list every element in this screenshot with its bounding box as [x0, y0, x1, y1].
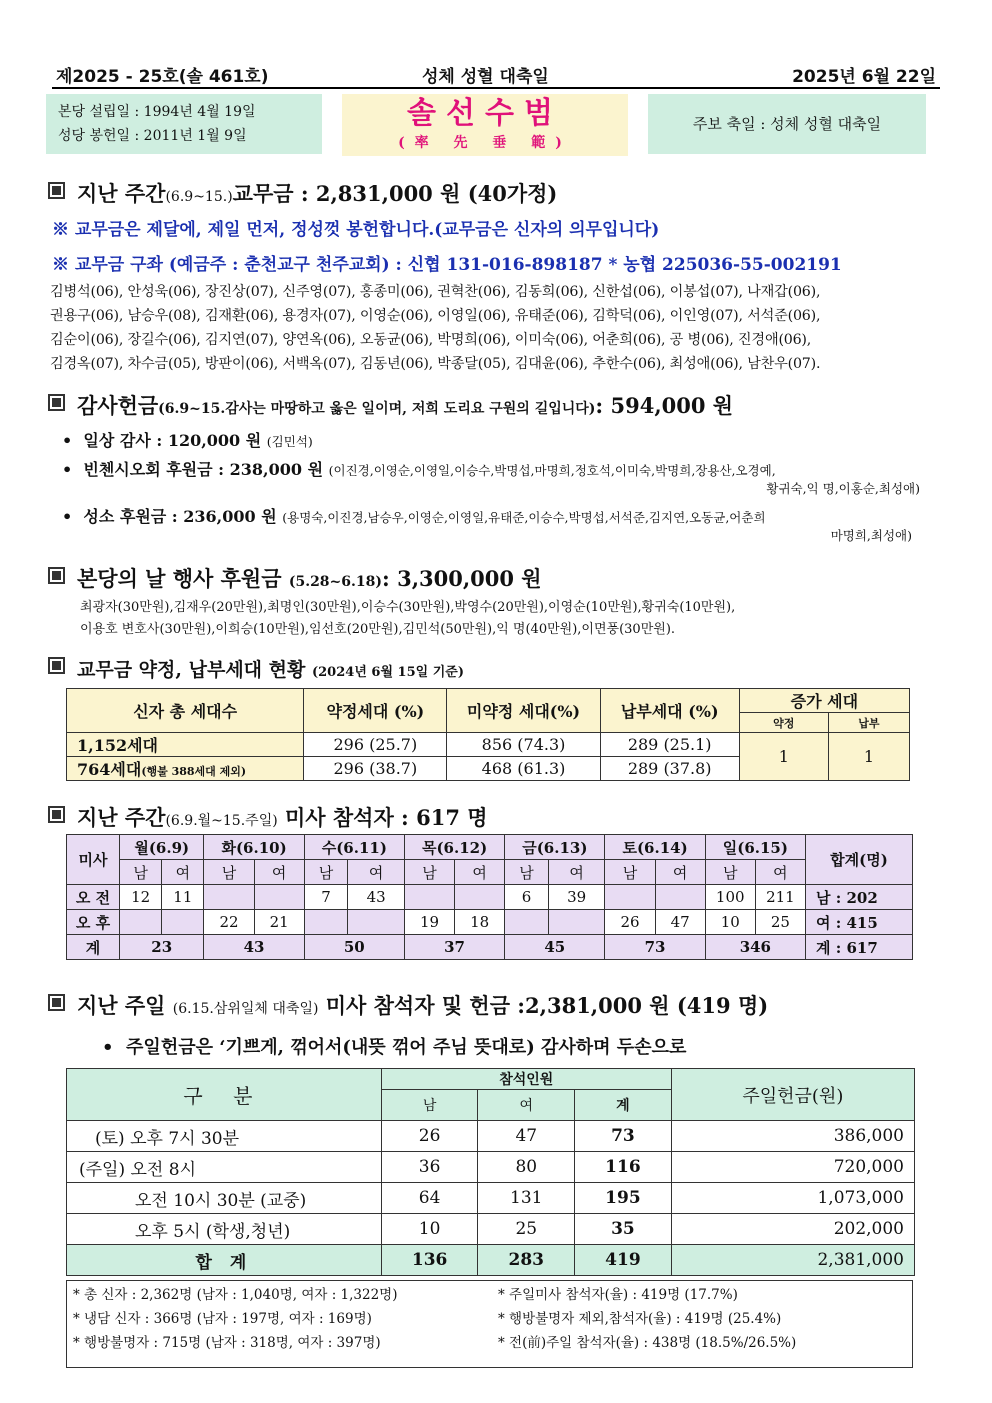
attendance-cell: 22	[204, 910, 254, 935]
attendance-cell: 211	[755, 885, 805, 910]
sex-header: 남	[204, 860, 254, 885]
attendance-cell: 100	[705, 885, 755, 910]
section-bullet-icon	[48, 806, 65, 823]
thanks-item: • 성소 후원금 : 236,000 원 (용명숙,이진경,남승우,이영순,이영일,유태준,이승수,박명섭,서석준,김지연,오동균,어춘희	[62, 507, 766, 526]
col-header: 약정세대 (%)	[304, 689, 447, 733]
table-row: 오전 10시 30분 (교중) 64 131 195 1,073,000	[67, 1183, 915, 1214]
attendance-cell: 10	[705, 910, 755, 935]
table-row	[67, 910, 913, 935]
table-row: 오후 5시 (학생,청년) 10 25 35 202,000	[67, 1214, 915, 1245]
attendance-cell	[120, 910, 162, 935]
sunday-section-title: 지난 주일 (6.15.삼위일체 대축일) 미사 참석자 및 헌금 :2,381,000 원 (419 명)	[48, 990, 768, 1020]
attendance-cell	[204, 885, 254, 910]
attendance-cell	[455, 885, 505, 910]
row-label: 오 후	[67, 910, 120, 935]
section-bullet-icon	[48, 394, 65, 411]
attendance-cell	[254, 885, 304, 910]
col-header: 신자 총 세대수	[67, 689, 304, 733]
day-total: 37	[404, 935, 504, 960]
table-row: (토) 오후 7시 30분 26 47 73 386,000	[67, 1121, 915, 1152]
attendance-cell: 6	[505, 885, 549, 910]
col-header: 약정	[739, 713, 828, 733]
row-label: 계	[67, 935, 120, 960]
sex-header: 여	[348, 860, 405, 885]
table-row: 1,152세대 296 (25.7) 856 (74.3) 289 (25.1) 1 1	[67, 733, 910, 757]
tithe-account-note: ※ 교무금 구좌 (예금주 : 춘천교구 천주교회) : 신협 131-016-898187 * 농협 225036-55-002191	[52, 255, 842, 275]
parish-info-box	[46, 94, 322, 154]
sex-header: 남	[605, 860, 655, 885]
attendance-cell: 21	[254, 910, 304, 935]
section-bullet-icon	[48, 567, 65, 584]
attendance-cell: 26	[605, 910, 655, 935]
attendance-cell	[605, 885, 655, 910]
attendance-cell: 43	[348, 885, 405, 910]
sex-header: 남	[705, 860, 755, 885]
sex-header: 여	[755, 860, 805, 885]
issue-number: 제2025 - 25호(솔 461호)	[56, 67, 269, 87]
sex-header: 여	[162, 860, 204, 885]
sum-female: 여 : 415	[806, 910, 913, 935]
header-bar	[52, 60, 940, 86]
col-header: 납부	[828, 713, 909, 733]
attendance-cell	[404, 885, 454, 910]
parish-day-donors: 최광자(30만원),김재우(20만원),최명인(30만원),이승수(30만원),박영수(20만원),이영순(10만원),황귀숙(10만원),	[80, 600, 736, 615]
col-header: 납부세대 (%)	[600, 689, 739, 733]
sex-header: 여	[254, 860, 304, 885]
pledge-section-title: 교무금 약정, 납부세대 현황 (2024년 6월 15일 기준)	[48, 655, 464, 682]
motto-title: 솔선수범	[407, 96, 563, 131]
parish-founded: 본당 설립일 : 1994년 4월 19일	[58, 104, 256, 120]
sex-header: 여	[455, 860, 505, 885]
names-line: 김순이(06), 장길수(06), 김지연(07), 양연옥(06), 오동균(06), 박명희(06), 이미숙(06), 어춘희(06), 공 병(06), 진경애(06),	[50, 332, 812, 348]
sum-total: 계 : 617	[806, 935, 913, 960]
thanks-item-cont: 마명희,최성애)	[830, 528, 912, 543]
section-bullet-icon	[48, 657, 65, 674]
thanks-item: • 빈첸시오회 후원금 : 238,000 원 (이진경,이영순,이영일,이승수,박명섭,마명희,정호석,이미숙,박명희,장용산,오경예,	[62, 460, 776, 479]
tithe-names	[50, 280, 950, 376]
col-header: 증가 세대	[739, 689, 909, 713]
table-row	[67, 935, 913, 960]
table-row: (주일) 오전 8시 36 80 116 720,000	[67, 1152, 915, 1183]
mass-section-title: 지난 주간(6.9.월~15.주일) 미사 참석자 : 617 명	[48, 802, 488, 832]
sex-header: 남	[404, 860, 454, 885]
attendance-cell: 7	[304, 885, 348, 910]
motto-box	[342, 94, 628, 156]
attendance-cell	[162, 910, 204, 935]
sex-header: 여	[548, 860, 605, 885]
names-line: 김경옥(07), 차수금(05), 방판이(06), 서백옥(07), 김동년(06), 박종달(05), 김대윤(06), 추한수(06), 최성애(06), 남찬우(07).	[50, 356, 821, 372]
sex-header: 남	[505, 860, 549, 885]
thanks-section-title: 감사헌금(6.9~15.감사는 마땅하고 옳은 일이며, 저희 도리요 구원의 길입니다): 594,000 원	[48, 390, 733, 420]
sum-male: 남 : 202	[806, 885, 913, 910]
attendance-cell: 25	[755, 910, 805, 935]
section-bullet-icon	[48, 182, 65, 199]
col-header: 미약정 세대(%)	[447, 689, 600, 733]
table-row: 764세대(행불 388세대 제외) 296 (38.7) 468 (61.3) 289 (37.8)	[67, 757, 910, 781]
tithe-note-1: ※ 교무금은 제달에, 제일 먼저, 정성껏 봉헌합니다.(교무금은 신자의 의무입니다)	[52, 220, 660, 240]
attendance-cell	[304, 910, 348, 935]
header-divider	[52, 87, 940, 89]
tithe-section-title: 지난 주간(6.9~15.)교무금 : 2,831,000 원 (40가정)	[48, 178, 557, 208]
statistics-footer: * 총 신자 : 2,362명 (남자 : 1,040명, 여자 : 1,322명) * 주일미사 참석자(율) : 419명 (17.7%) * 냉담 신자 : 366명 (남자 : 197명, 여자 : 169명) * 행방불명자 제외,참석자(율) : 419명 (25.4%) * 행방불명자 : 715명 (남자 : 318명, 여자 : 397명) * 전(前)주일 참석자(율) : 438명 (18.5%/26.5%)	[66, 1280, 913, 1368]
church-dedicated: 성당 봉헌일 : 2011년 1월 9일	[58, 128, 247, 144]
motto-subtitle: (率 先 垂 範)	[398, 135, 572, 151]
sex-header: 남	[304, 860, 348, 885]
attendance-cell: 12	[120, 885, 162, 910]
table-row: 합 계 136 283 419 2,381,000	[67, 1245, 915, 1276]
attendance-cell: 11	[162, 885, 204, 910]
attendance-cell	[655, 885, 705, 910]
day-total: 346	[705, 935, 805, 960]
day-total: 45	[505, 935, 605, 960]
table-row	[67, 885, 913, 910]
names-line: 김병석(06), 안성욱(06), 장진상(07), 신주영(07), 홍종미(06), 권혁찬(06), 김동희(06), 신한섭(06), 이봉섭(07), 나재갑(06),	[50, 284, 821, 300]
names-line: 권용구(06), 남승우(08), 김재환(06), 용경자(07), 이영순(06), 이영일(06), 유태준(06), 김학덕(06), 이인영(07), 서석준(06),	[50, 308, 821, 324]
thanks-item: • 일상 감사 : 120,000 원 (김민석)	[62, 431, 313, 450]
attendance-cell: 19	[404, 910, 454, 935]
attendance-cell: 18	[455, 910, 505, 935]
day-total: 23	[120, 935, 204, 960]
mass-attendance-table: 미사 월(6.9) 화(6.10) 수(6.11) 목(6.12) 금(6.13) 토(6.14) 일(6.15) 합계(명) 남 여 남 여 남 여 남 여 남 여 남 여 남 여 오 전 12 11 7 43 6 39 100 211 남 : 202 오 후 22 21 19 18 26 47 10 25 여 : 415 계 23 43 50 37 45 73 346 계 : 617	[66, 834, 913, 960]
parish-day-title: 본당의 날 행사 후원금 (5.28~6.18): 3,300,000 원	[48, 563, 542, 593]
patron-feast-box: 주보 축일 : 성체 성혈 대축일	[648, 94, 926, 154]
day-total: 43	[204, 935, 304, 960]
issue-date: 2025년 6월 22일	[792, 67, 936, 87]
attendance-cell	[348, 910, 405, 935]
sex-header: 여	[655, 860, 705, 885]
pledge-table	[66, 688, 910, 781]
sex-header: 남	[120, 860, 162, 885]
day-total: 73	[605, 935, 705, 960]
sunday-offering-note: • 주일헌금은 ‘기쁘게, 꺾어서(내뜻 꺾어 주님 뜻대로) 감사하며 두손으로	[102, 1037, 687, 1058]
sunday-table: 구 분 참석인원 주일헌금(원) 남 여 계 (토) 오후 7시 30분 26 47 73 386,000 (주일) 오전 8시 36 80 116 720,000 오전 10시 30분 (교중) 64 131 195 1,073,000 오후 5시 (학생,청년) 10 25 35 202,000 합 계 136 283 419 2,381,000	[66, 1068, 915, 1276]
parish-day-donors: 이용호 변호사(30만원),이희승(10만원),임선호(20만원),김민석(50만원),익 명(40만원),이면풍(30만원).	[80, 622, 676, 637]
thanks-item-cont: 황귀숙,익 명,이홍순,최성애)	[766, 481, 920, 496]
attendance-cell: 39	[548, 885, 605, 910]
attendance-cell: 47	[655, 910, 705, 935]
section-bullet-icon	[48, 994, 65, 1011]
feast-title: 성체 성혈 대축일	[422, 67, 549, 87]
attendance-cell	[505, 910, 549, 935]
day-total: 50	[304, 935, 404, 960]
attendance-cell	[548, 910, 605, 935]
row-label: 오 전	[67, 885, 120, 910]
